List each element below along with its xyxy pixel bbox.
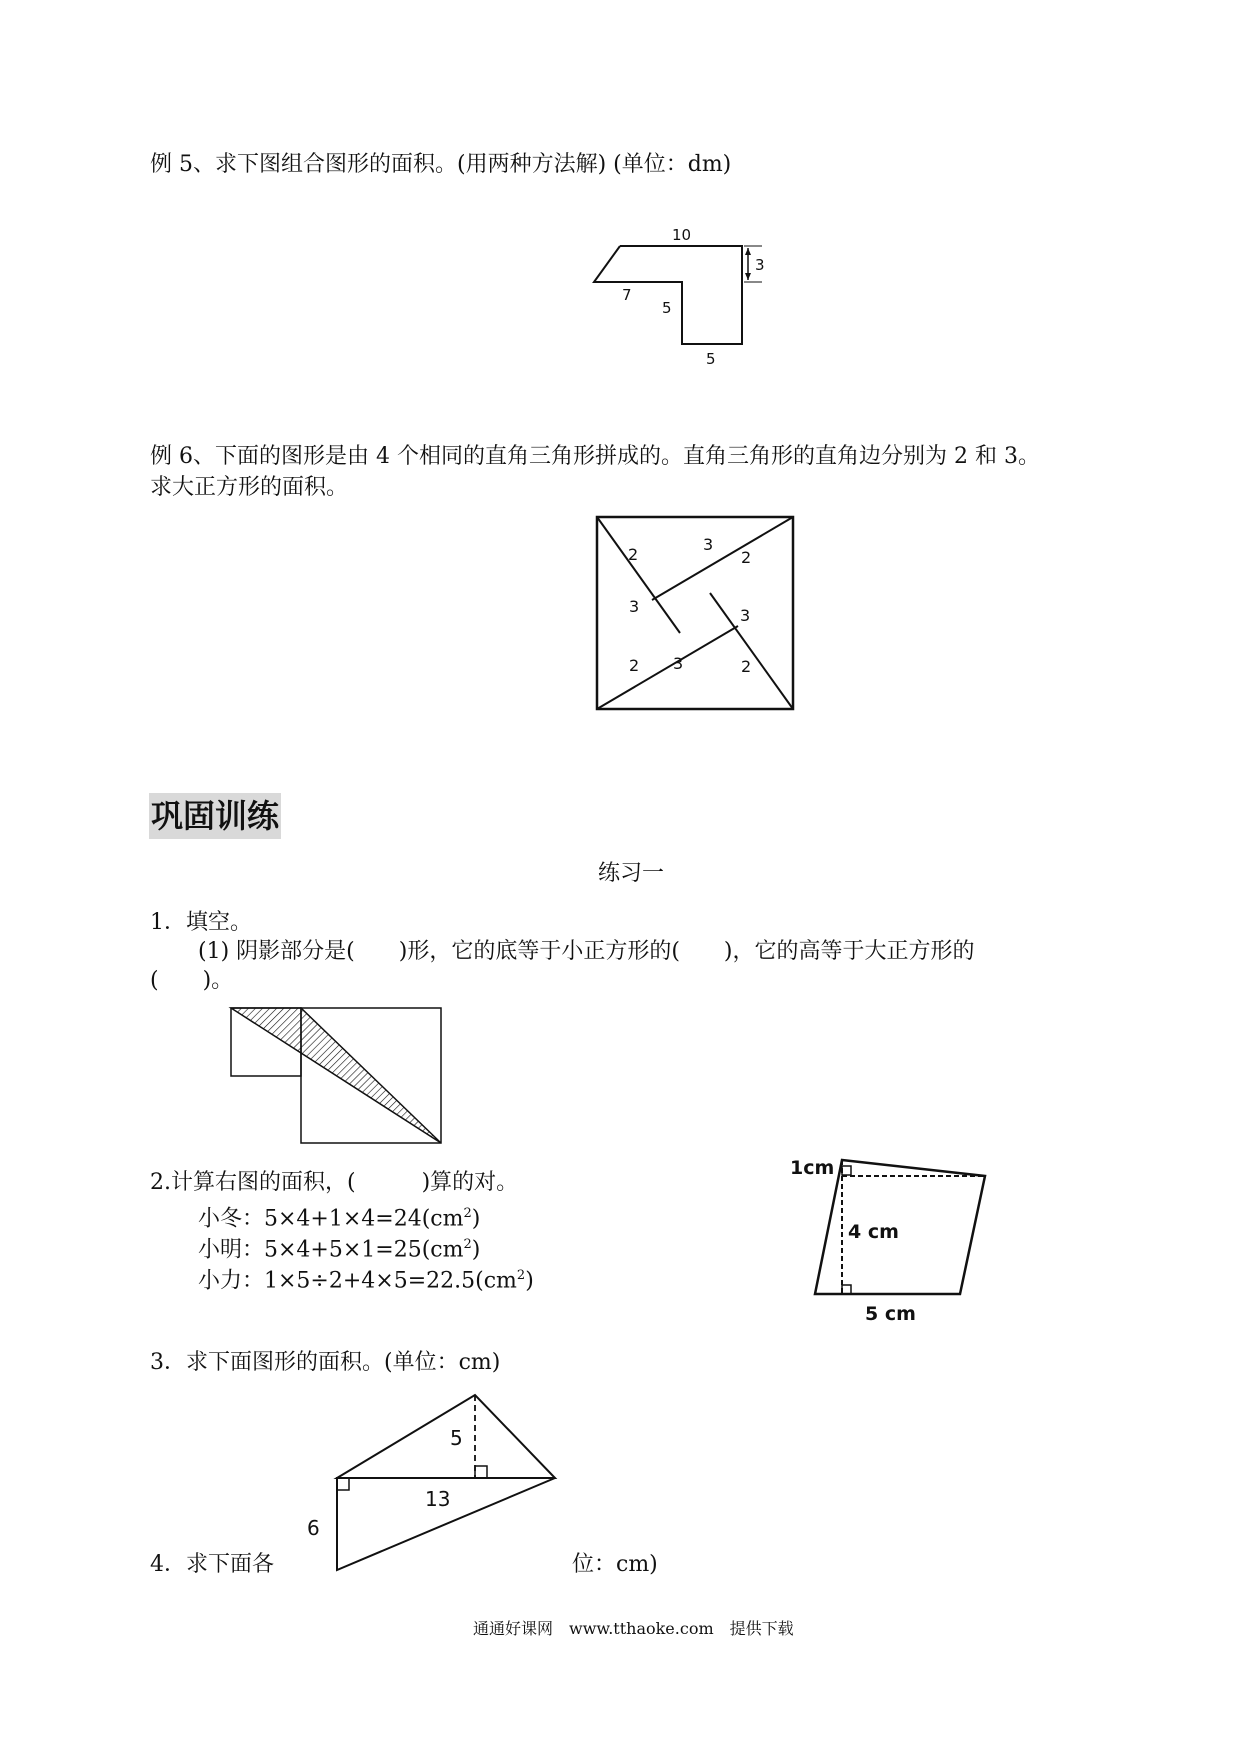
q2-xiaoming: 小明：$5\times 4+5\times 1=25(cm^2)$ — [198, 1237, 481, 1263]
q4-left: 4．求下面各 — [150, 1552, 274, 1577]
ex6-label: 2 — [629, 656, 640, 675]
q2-xiaodong: 小冬：$5\times 4+1\times 4=24(cm^2)$ — [198, 1206, 481, 1232]
ex6-label: 3 — [740, 606, 751, 625]
q2-figure — [785, 1148, 1000, 1323]
q1-line2: ( )。 — [150, 968, 234, 993]
footer: 通通好课网 www.tthaoke.com 提供下载 — [473, 1619, 794, 1638]
example6-line2: 求大正方形的面积。 — [150, 475, 349, 500]
ex6-label: 3 — [629, 597, 640, 616]
q4-right: 位：cm) — [572, 1552, 658, 1577]
ex6-label: 2 — [628, 545, 639, 564]
q1-figure — [228, 1000, 453, 1150]
q3-label-height: 5 — [450, 1426, 463, 1450]
example6-line1: 例 6、下面的图形是由 4 个相同的直角三角形拼成的。直角三角形的直角边分别为 2 和 3。 — [150, 444, 1040, 469]
q2-label-base: 5 cm — [865, 1303, 916, 1325]
ex6-label: 3 — [673, 654, 684, 673]
example6-figure — [595, 515, 795, 715]
ex5-label-bottom: 5 — [706, 350, 716, 368]
practice-title: 练习一 — [598, 861, 665, 886]
q1-head: 1．填空。 — [150, 910, 252, 935]
q3-figure — [295, 1385, 575, 1585]
ex6-label: 2 — [741, 548, 752, 567]
ex5-label-left: 7 — [622, 286, 632, 304]
q1-line1: (1) 阴影部分是( )形，它的底等于小正方形的( )，它的高等于大正方形的 — [198, 939, 975, 964]
ex6-label: 3 — [703, 535, 714, 554]
q3-text: 3．求下面图形的面积。(单位：cm) — [150, 1350, 501, 1375]
example5-figure — [580, 220, 780, 370]
q2-xiaoli: 小力：$1\times 5\div 2+4\times 5=22.5(cm^2)$ — [198, 1268, 534, 1294]
example5-text: 例 5、求下图组合图形的面积。(用两种方法解) (单位：dm) — [150, 152, 732, 177]
ex6-label: 2 — [741, 657, 752, 676]
q3-label-side: 6 — [307, 1516, 320, 1540]
ex5-label-right: 3 — [755, 256, 765, 274]
q3-label-base: 13 — [425, 1487, 451, 1511]
q2-label-top: 1cm — [790, 1157, 835, 1179]
ex5-label-inner: 5 — [662, 299, 672, 317]
ex5-label-top: 10 — [672, 226, 692, 244]
q2-label-height: 4 cm — [848, 1221, 899, 1243]
section-title: 巩固训练 — [149, 793, 281, 839]
q2-head: 2.计算右图的面积，( )算的对。 — [150, 1170, 519, 1195]
